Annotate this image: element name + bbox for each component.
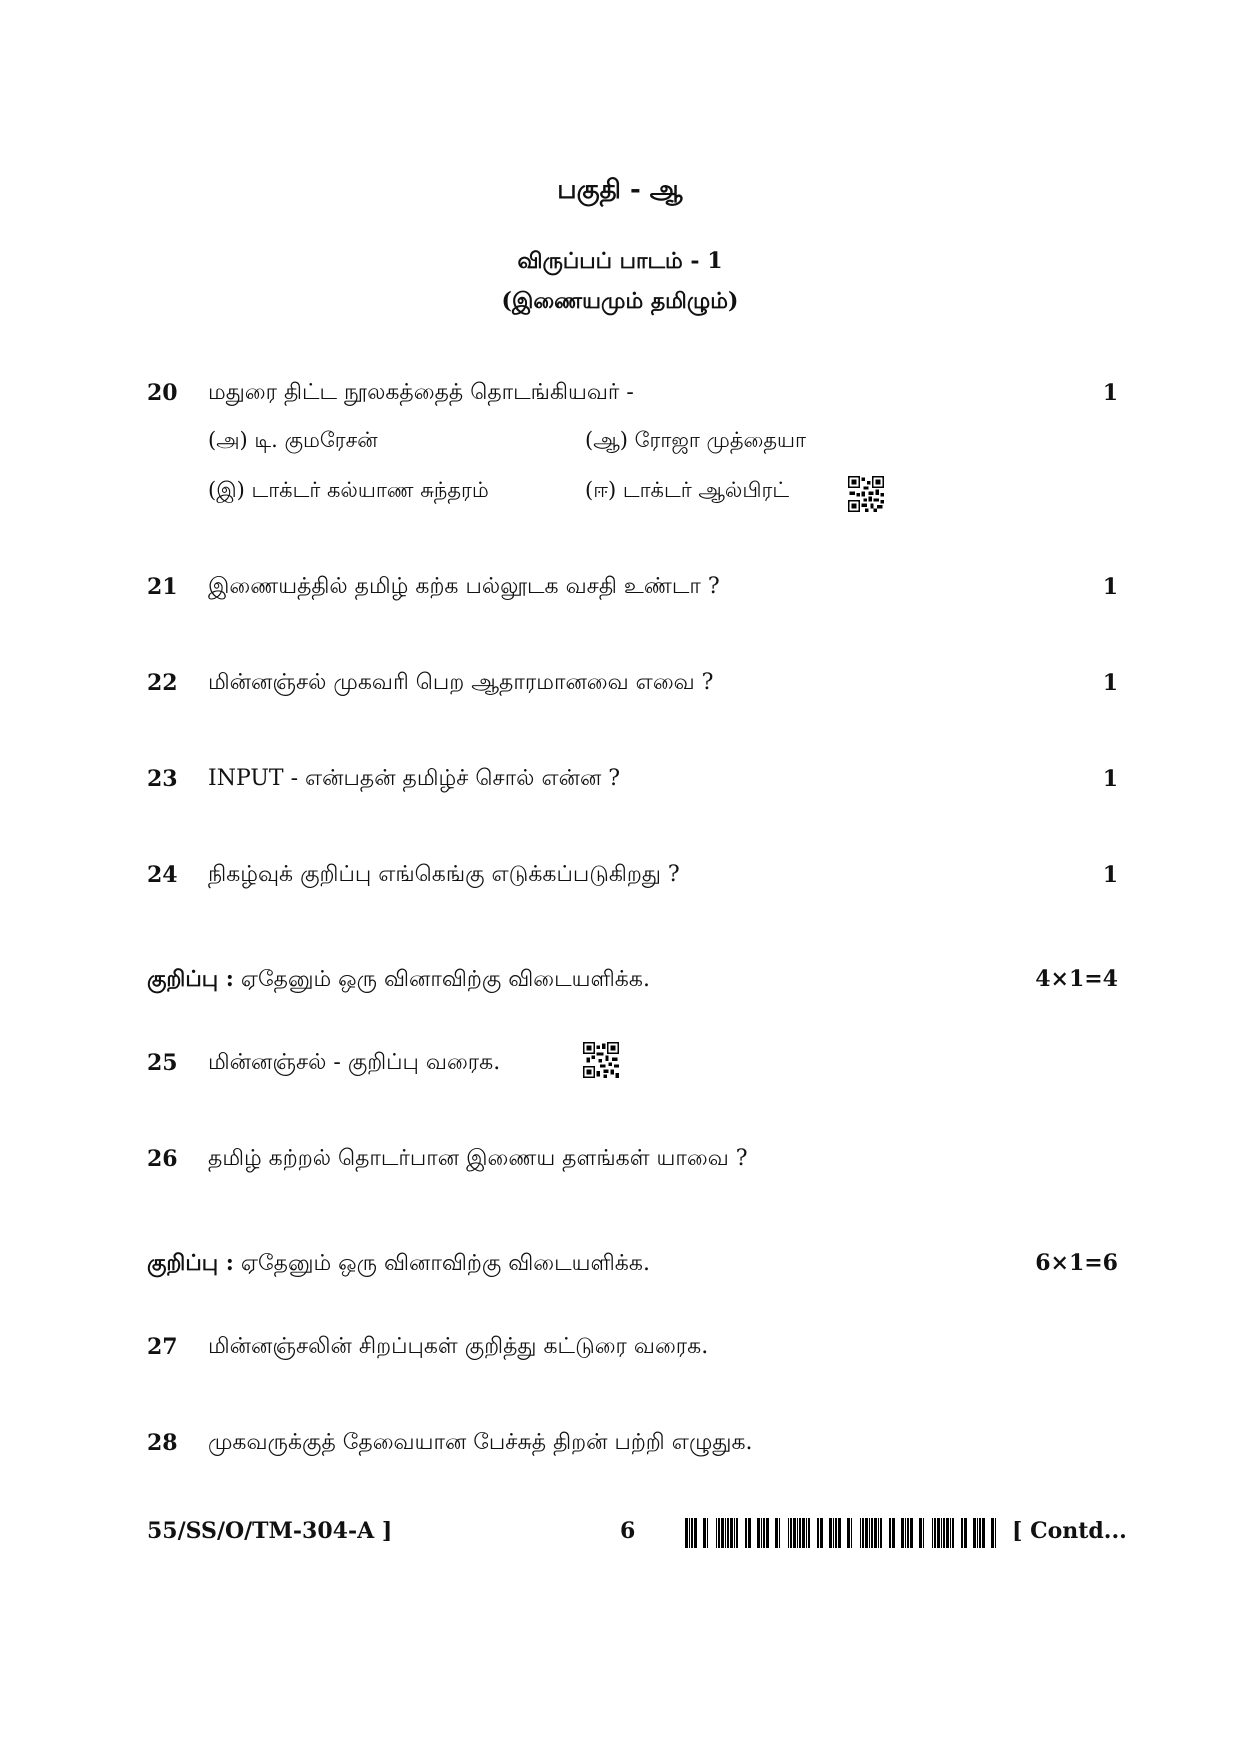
instruction-note (147, 966, 650, 995)
question-number: 26 (147, 1146, 178, 1172)
question-text: இணையத்தில் தமிழ் கற்க பல்லூடக வசதி உண்டா ? (208, 574, 720, 599)
question-text: INPUT - என்பதன் தமிழ்ச் சொல் என்ன ? (208, 766, 621, 791)
subject-heading: விருப்பப் பாடம் - 1 (517, 248, 723, 274)
note-marks: 6×1=6 (1035, 1250, 1118, 1276)
question-number: 22 (147, 670, 178, 696)
question-text: மின்னஞ்சல் முகவரி பெற ஆதாரமானவை எவை ? (208, 670, 714, 695)
page-number: 6 (620, 1518, 636, 1544)
question-number: 28 (147, 1430, 178, 1456)
question-number: 25 (147, 1050, 178, 1076)
qr-code-icon (848, 476, 884, 512)
question-marks: 1 (1102, 380, 1118, 406)
question-marks: 1 (1102, 862, 1118, 888)
note-marks: 4×1=4 (1035, 966, 1118, 992)
barcode-icon (685, 1518, 999, 1548)
qr-code-icon (583, 1042, 619, 1078)
question-marks: 1 (1102, 766, 1118, 792)
subject-subtitle: (இணையமும் தமிழும்) (501, 288, 739, 314)
note-label: குறிப்பு : (147, 966, 234, 992)
continued-label: [ Contd... (1012, 1518, 1127, 1544)
question-text: மின்னஞ்சலின் சிறப்புகள் குறித்து கட்டுரை வரைக. (208, 1334, 709, 1359)
note-text: ஏதேனும் ஒரு வினாவிற்கு விடையளிக்க. (240, 967, 650, 992)
question-number: 27 (147, 1334, 178, 1360)
note-text: ஏதேனும் ஒரு வினாவிற்கு விடையளிக்க. (240, 1251, 650, 1276)
part-heading: பகுதி - ஆ (557, 175, 683, 205)
option-b: (ஆ) ரோஜா முத்தையா (585, 428, 807, 452)
option-a: (அ) டி. குமரேசன் (208, 428, 378, 452)
question-marks: 1 (1102, 670, 1118, 696)
note-label: குறிப்பு : (147, 1250, 234, 1276)
question-number: 20 (147, 380, 178, 406)
paper-code: 55/SS/O/TM-304-A ] (147, 1518, 393, 1544)
question-number: 24 (147, 862, 178, 888)
question-text: நிகழ்வுக் குறிப்பு எங்கெங்கு எடுக்கப்படுகிறது ? (208, 862, 680, 887)
question-marks: 1 (1102, 574, 1118, 600)
option-c: (இ) டாக்டர் கல்யாண சுந்தரம் (208, 478, 489, 502)
question-text: முகவருக்குத் தேவையான பேச்சுத் திறன் பற்றி எழுதுக. (208, 1430, 753, 1455)
instruction-note (147, 1250, 650, 1279)
question-number: 23 (147, 766, 178, 792)
question-text: தமிழ் கற்றல் தொடர்பான இணைய தளங்கள் யாவை ? (208, 1146, 748, 1171)
option-d: (ஈ) டாக்டர் ஆல்பிரட் (585, 478, 790, 502)
question-number: 21 (147, 574, 178, 600)
question-text: மின்னஞ்சல் - குறிப்பு வரைக. (208, 1050, 501, 1075)
question-text: மதுரை திட்ட நூலகத்தைத் தொடங்கியவர் - (208, 380, 634, 405)
